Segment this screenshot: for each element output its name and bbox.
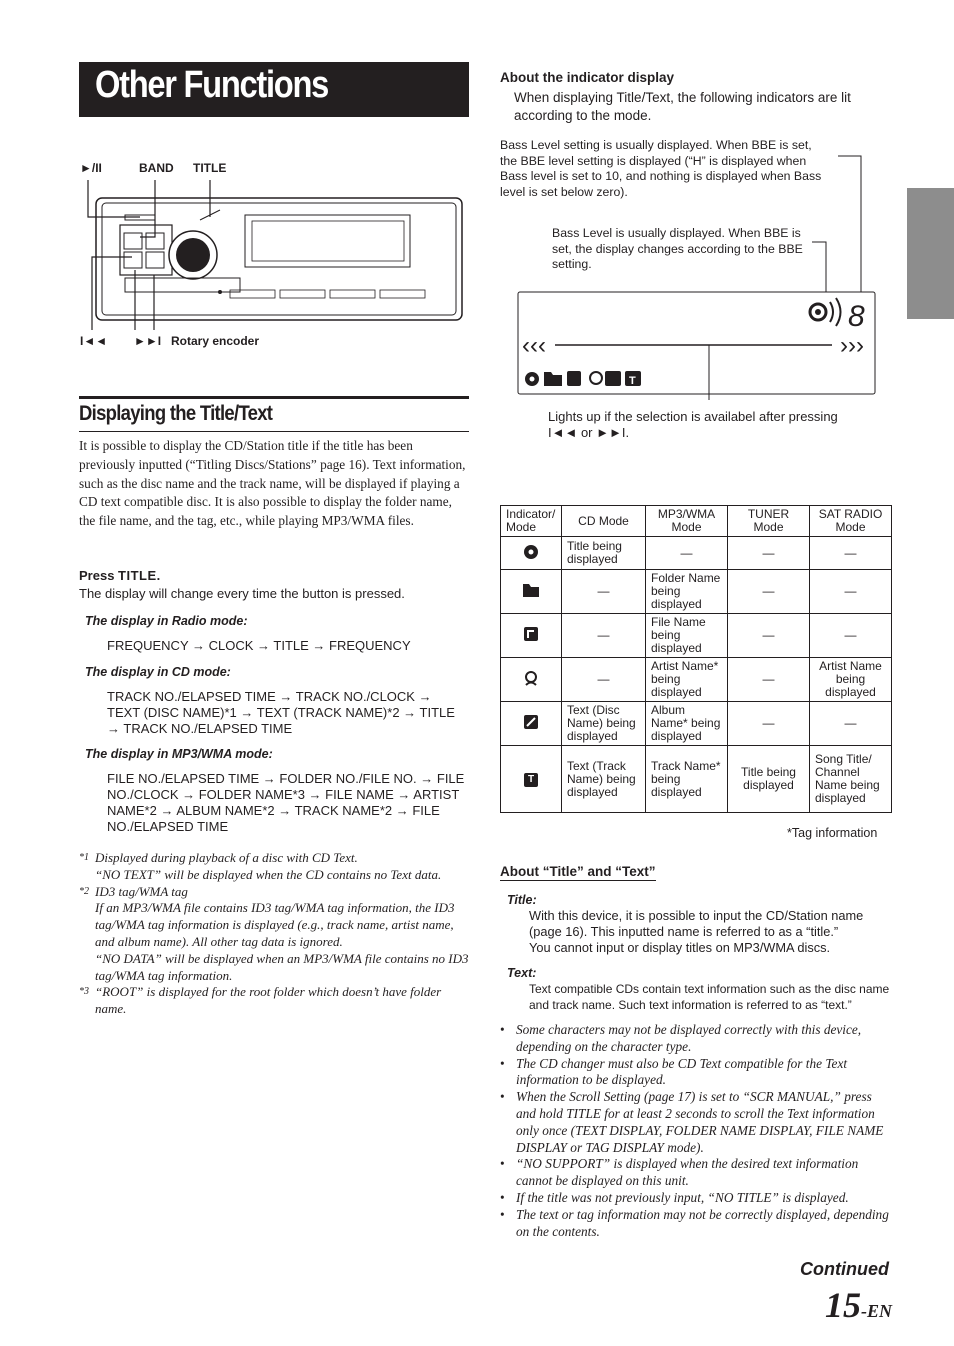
page-title: Other Functions <box>95 64 329 106</box>
table-cell: Song Title/ Channel Name being displayed <box>810 746 892 813</box>
table-cell: File Name being displayed <box>646 614 728 658</box>
folder-icon <box>501 570 562 614</box>
table-cell: — <box>728 537 810 570</box>
table-row <box>501 614 892 658</box>
table-cell: Track Name* being displayed <box>646 746 728 813</box>
footnote-1: *1 Displayed during playback of a disc with CD Text. “NO TEXT” will be displayed when the CD contains no Text data. <box>79 850 442 882</box>
table-cell: Artist Name being displayed <box>810 658 892 702</box>
head-unit-illustration <box>80 175 470 335</box>
track-icon: T <box>501 746 562 813</box>
table-header: TUNER Mode <box>728 506 810 537</box>
list-item: • If the title was not previously input, “NO TITLE” is displayed. <box>500 1190 892 1207</box>
table-cell: — <box>728 614 810 658</box>
table-cell: — <box>728 658 810 702</box>
table-cell: — <box>810 570 892 614</box>
table-cell: — <box>562 658 646 702</box>
table-header: MP3/WMA Mode <box>646 506 728 537</box>
list-item: • The CD changer must also be CD Text compatible for the Text information to be displayed. <box>500 1056 892 1090</box>
table-row <box>501 658 892 702</box>
table-row <box>501 746 892 813</box>
footnotes <box>79 850 469 1018</box>
table-cell: Album Name* being displayed <box>646 702 728 746</box>
rotary-label: Rotary encoder <box>171 334 260 348</box>
table-header: CD Mode <box>562 506 646 537</box>
radio-mode-heading: The display in Radio mode: <box>85 614 248 628</box>
list-item: • The text or tag information may not be correctly displayed, depending on the contents. <box>500 1207 892 1241</box>
press-description: The display will change every time the button is pressed. <box>79 586 405 601</box>
cd-mode-sequence: TRACK NO./ELAPSED TIME → TRACK NO./CLOCK → TEXT (DISC NAME)*1 → TEXT (TRACK NAME)*2 → TITLE → TRACK NO./ELAPSED TIME <box>107 689 455 736</box>
svg-text:›››: ››› <box>840 332 864 359</box>
mp3-mode-heading: The display in MP3/WMA mode: <box>85 747 273 761</box>
about-heading: About “Title” and “Text” <box>500 864 656 879</box>
page-header <box>79 62 469 117</box>
table-cell: — <box>562 614 646 658</box>
table-header-row <box>501 506 892 537</box>
table-cell: — <box>728 570 810 614</box>
list-item: • When the Scroll Setting (page 17) is set to “SCR MANUAL,” press and hold TITLE for at least 2 seconds to scroll the Text information only once (TEXT DISPLAY, FOLDER NAME DISPLAY, FILE NAME DISPLAY or TAG DISPLAY mode). <box>500 1089 892 1156</box>
table-cell: — <box>562 570 646 614</box>
title-label: TITLE <box>193 161 227 175</box>
list-item: • “NO SUPPORT” is displayed when the desired text information cannot be displayed on this unit. <box>500 1156 892 1190</box>
cd-icon <box>501 537 562 570</box>
indicator-display-illustration <box>500 150 890 410</box>
next-label: ►►I <box>134 334 162 348</box>
press-prefix: Press <box>79 568 119 583</box>
mp3-mode-sequence: FILE NO./ELAPSED TIME → FOLDER NO./FILE NO. → FILE NO./CLOCK → FOLDER NAME*3 → FILE NAME → ARTIST NAME*2 → ALBUM NAME*2 → TRACK NAME*2 → FILE NO./ELAPSED TIME <box>107 771 465 834</box>
list-item: • Some characters may not be displayed correctly with this device, depending on the character type. <box>500 1022 892 1056</box>
svg-text:T: T <box>629 375 636 387</box>
about-title-text: With this device, it is possible to input the CD/Station name (page 16). This inputted name is referred to as a “title.” You cannot input or display titles on MP3/WMA discs. <box>529 908 864 955</box>
table-header: SAT RADIO Mode <box>810 506 892 537</box>
table-cell: — <box>810 702 892 746</box>
cd-mode-heading: The display in CD mode: <box>85 665 231 679</box>
table-header: Indicator/ Mode <box>501 506 562 537</box>
svg-text:8: 8 <box>848 300 865 333</box>
table-cell: Artist Name* being displayed <box>646 658 728 702</box>
table-cell: — <box>646 537 728 570</box>
footnote-3: *3 “ROOT” is displayed for the root folder which doesn’t have folder name. <box>79 984 442 1017</box>
press-key: TITLE <box>118 568 157 583</box>
about-title-label: Title: <box>507 893 537 907</box>
table-note: *Tag information <box>787 826 878 840</box>
table-row <box>501 570 892 614</box>
callout-bass-level: Bass Level is usually displayed. When BBE is set, the display changes according to the BBE setting. <box>552 226 803 271</box>
table-row <box>501 537 892 570</box>
press-instruction <box>79 568 160 583</box>
continued-label: Continued <box>800 1259 889 1279</box>
play-pause-label: ►/II <box>80 161 102 175</box>
press-suffix: . <box>156 568 161 583</box>
table-cell: Folder Name being displayed <box>646 570 728 614</box>
table-cell: Title being displayed <box>562 537 646 570</box>
notes-list <box>500 1022 892 1240</box>
table-cell: — <box>810 614 892 658</box>
callout-bbe-level: Bass Level setting is usually displayed. When BBE is set, the BBE level setting is displayed (“H” is displayed when Bass level is set to 10, and nothing is displayed when Bass level is set below zero). <box>500 138 822 199</box>
about-text-label: Text: <box>507 966 537 980</box>
indicator-intro: When displaying Title/Text, the following indicators are lit according to the mode. <box>514 90 851 123</box>
artist-icon <box>501 658 562 702</box>
section-header <box>79 396 469 432</box>
table-cell: Text (Track Name) being displayed <box>562 746 646 813</box>
about-text-text: Text compatible CDs contain text information such as the disc name and track name. Such text information is referred to as “text.” <box>529 982 890 1012</box>
intro-paragraph: It is possible to display the CD/Station title if the title has been previously inputted (“Titling Discs/Stations” page 16). Text information, such as the disc name and the track name, will be displayed if playing a CD text compatible disc. It is also possible to display the folder name, the file name, and the tag, etc., while playing MP3/WMA files. <box>79 438 466 529</box>
svg-text:‹‹‹: ‹‹‹ <box>522 332 546 359</box>
album-icon <box>501 702 562 746</box>
indicator-table <box>500 505 892 813</box>
table-cell: Title being displayed <box>728 746 810 813</box>
band-label: BAND <box>139 161 174 175</box>
table-cell: — <box>810 537 892 570</box>
table-cell: — <box>728 702 810 746</box>
indicator-heading: About the indicator display <box>500 70 675 85</box>
section-title: Displaying the Title/Text <box>79 402 273 425</box>
side-tab <box>907 188 954 319</box>
callout-lights-up: Lights up if the selection is availabel after pressing I◄◄ or ►►I. <box>548 409 838 440</box>
table-row <box>501 702 892 746</box>
prev-label: I◄◄ <box>80 334 108 348</box>
page-number: 15-EN <box>825 1285 892 1325</box>
radio-mode-sequence: FREQUENCY → CLOCK → TITLE → FREQUENCY <box>107 638 411 653</box>
file-icon <box>501 614 562 658</box>
footnote-2: *2 ID3 tag/WMA tag If an MP3/WMA file contains ID3 tag/WMA tag information, the ID3 tag/WMA tag information is displayed (e.g., track name, artist name, and album name). All other tag data is ignored. “NO DATA” will be displayed when an MP3/WMA file contains no ID3 tag/WMA tag information. <box>79 883 469 983</box>
table-cell: Text (Disc Name) being displayed <box>562 702 646 746</box>
